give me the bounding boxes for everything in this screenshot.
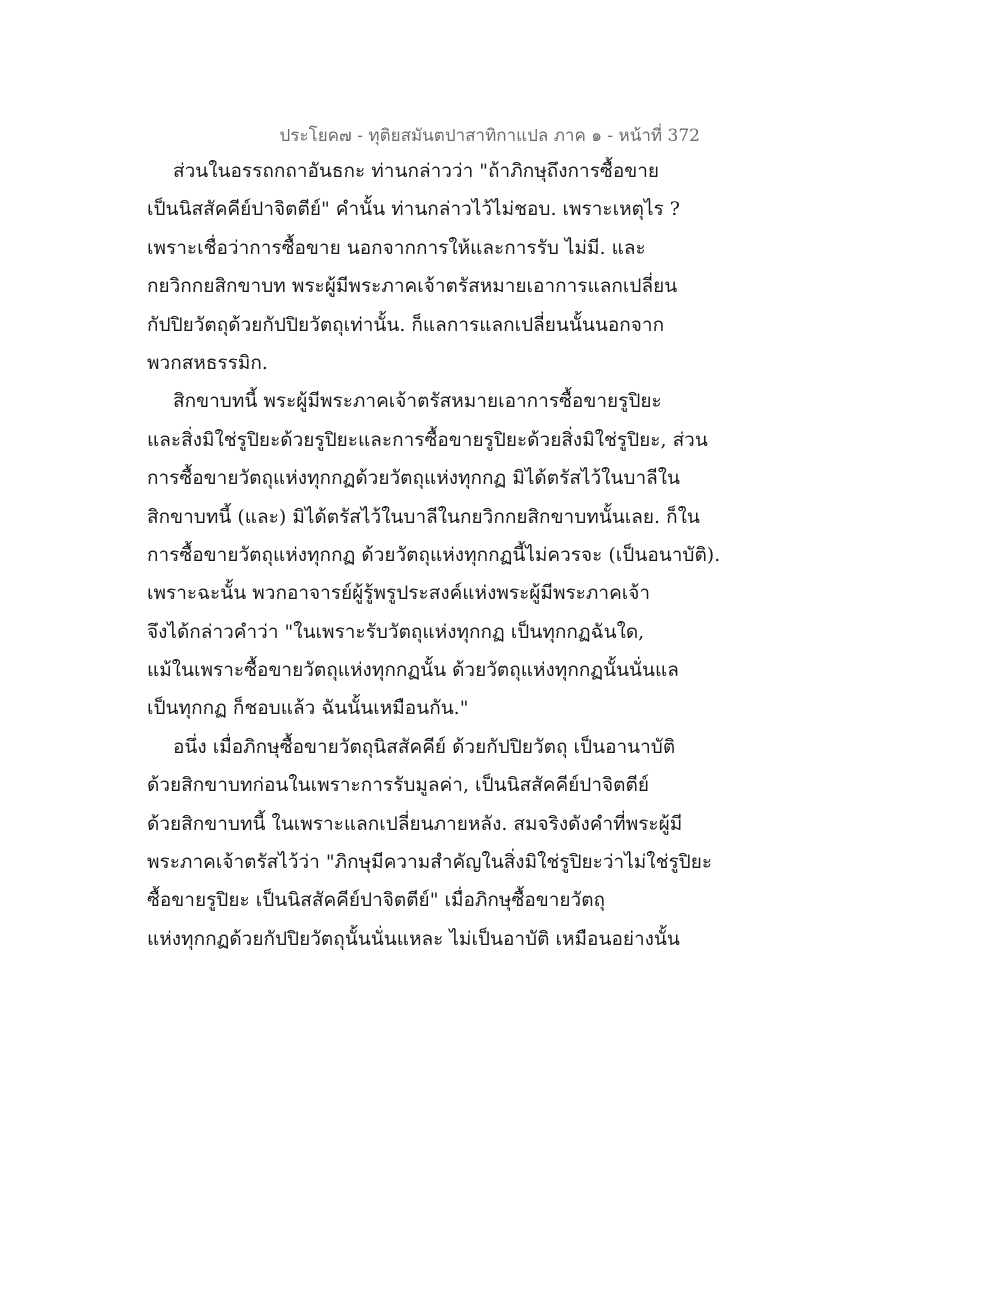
paragraph-line: และสิ่งมิใช่รูปิยะด้วยรูปิยะและการซื้อขายรูปิยะด้วยสิ่งมิใช่รูปิยะ, ส่วน xyxy=(147,428,708,451)
paragraph-line: กยวิกกยสิกขาบท พระผู้มีพระภาคเจ้าตรัสหมายเอาการแลกเปลี่ยน xyxy=(147,275,678,298)
paragraph-line: แห่งทุกกฏด้วยกัปปิยวัตถุนั้นนั่นแหละ ไม่เป็นอาบัติ เหมือนอย่างนั้น xyxy=(147,927,680,950)
paragraph-line: กัปปิยวัตถุด้วยกัปปิยวัตถุเท่านั้น. ก็แลการแลกเปลี่ยนนั้นนอกจาก xyxy=(147,313,665,336)
paragraph-line: เป็นทุกกฏ ก็ชอบแล้ว ฉันนั้นเหมือนกัน." xyxy=(147,697,469,720)
paragraph-line: การซื้อขายวัตถุแห่งทุกกฏ ด้วยวัตถุแห่งทุกกฏนี้ไม่ควรจะ (เป็นอนาบัติ). xyxy=(147,543,721,566)
paragraph-line: พวกสหธรรมิก. xyxy=(147,351,268,374)
paragraph-line: การซื้อขายวัตถุแห่งทุกกฏด้วยวัตถุแห่งทุกกฏ มิได้ตรัสไว้ในบาลีใน xyxy=(147,467,681,490)
paragraph-line: เพราะฉะนั้น พวกอาจารย์ผู้รู้พรูประสงค์แห่งพระผู้มีพระภาคเจ้า xyxy=(147,582,651,605)
paragraph-line: อนึ่ง เมื่อภิกษุซื้อขายวัตถุนิสสัคคีย์ ด้วยกัปปิยวัตถุ เป็นอานาบัติ xyxy=(173,735,676,758)
body-text xyxy=(147,152,727,958)
paragraph-line: ซื้อขายรูปิยะ เป็นนิสสัคคีย์ปาจิตตีย์" เมื่อภิกษุซื้อขายวัตถุ xyxy=(147,889,606,912)
paragraph-line: เพราะเชื่อว่าการซื้อขาย นอกจากการให้และการรับ ไม่มี. และ xyxy=(147,236,646,259)
paragraph-line: ส่วนในอรรถกถาอันธกะ ท่านกล่าวว่า "ถ้าภิกษุถึงการซื้อขาย xyxy=(173,160,660,182)
paragraph-line: ด้วยสิกขาบทนี้ ในเพราะแลกเปลี่ยนภายหลัง. สมจริงดังคำที่พระผู้มี xyxy=(147,812,683,835)
paragraph-line: แม้ในเพราะซื้อขายวัตถุแห่งทุกกฏนั้น ด้วยวัตถุแห่งทุกกฏนั้นนั่นแล xyxy=(147,659,679,682)
paragraph-line: สิกขาบทนี้ (และ) มิได้ตรัสไว้ในบาลีในกยวิกกยสิกขาบทนั้นเลย. ก็ใน xyxy=(147,505,700,528)
paragraph-line: พระภาคเจ้าตรัสไว้ว่า "ภิกษุมีความสำคัญในสิ่งมิใช่รูปิยะว่าไม่ใช่รูปิยะ xyxy=(147,851,713,874)
paragraph-line: จึงได้กล่าวคำว่า "ในเพราะรับวัตถุแห่งทุกกฏ เป็นทุกกฏฉันใด, xyxy=(147,620,645,643)
page-header: ประโยค๗ - ทุติยสมันตปาสาทิกาแปล ภาค ๑ - หน้าที่ 372 xyxy=(279,126,700,146)
paragraph-line: เป็นนิสสัคคีย์ปาจิตตีย์" คำนั้น ท่านกล่าวไว้ไม่ชอบ. เพราะเหตุไร ? xyxy=(147,198,680,221)
paragraph-line: สิกขาบทนี้ พระผู้มีพระภาคเจ้าตรัสหมายเอาการซื้อขายรูปิยะ xyxy=(173,390,662,413)
paragraph-line: ด้วยสิกขาบทก่อนในเพราะการรับมูลค่า, เป็นนิสสัคคีย์ปาจิตตีย์ xyxy=(147,774,649,797)
